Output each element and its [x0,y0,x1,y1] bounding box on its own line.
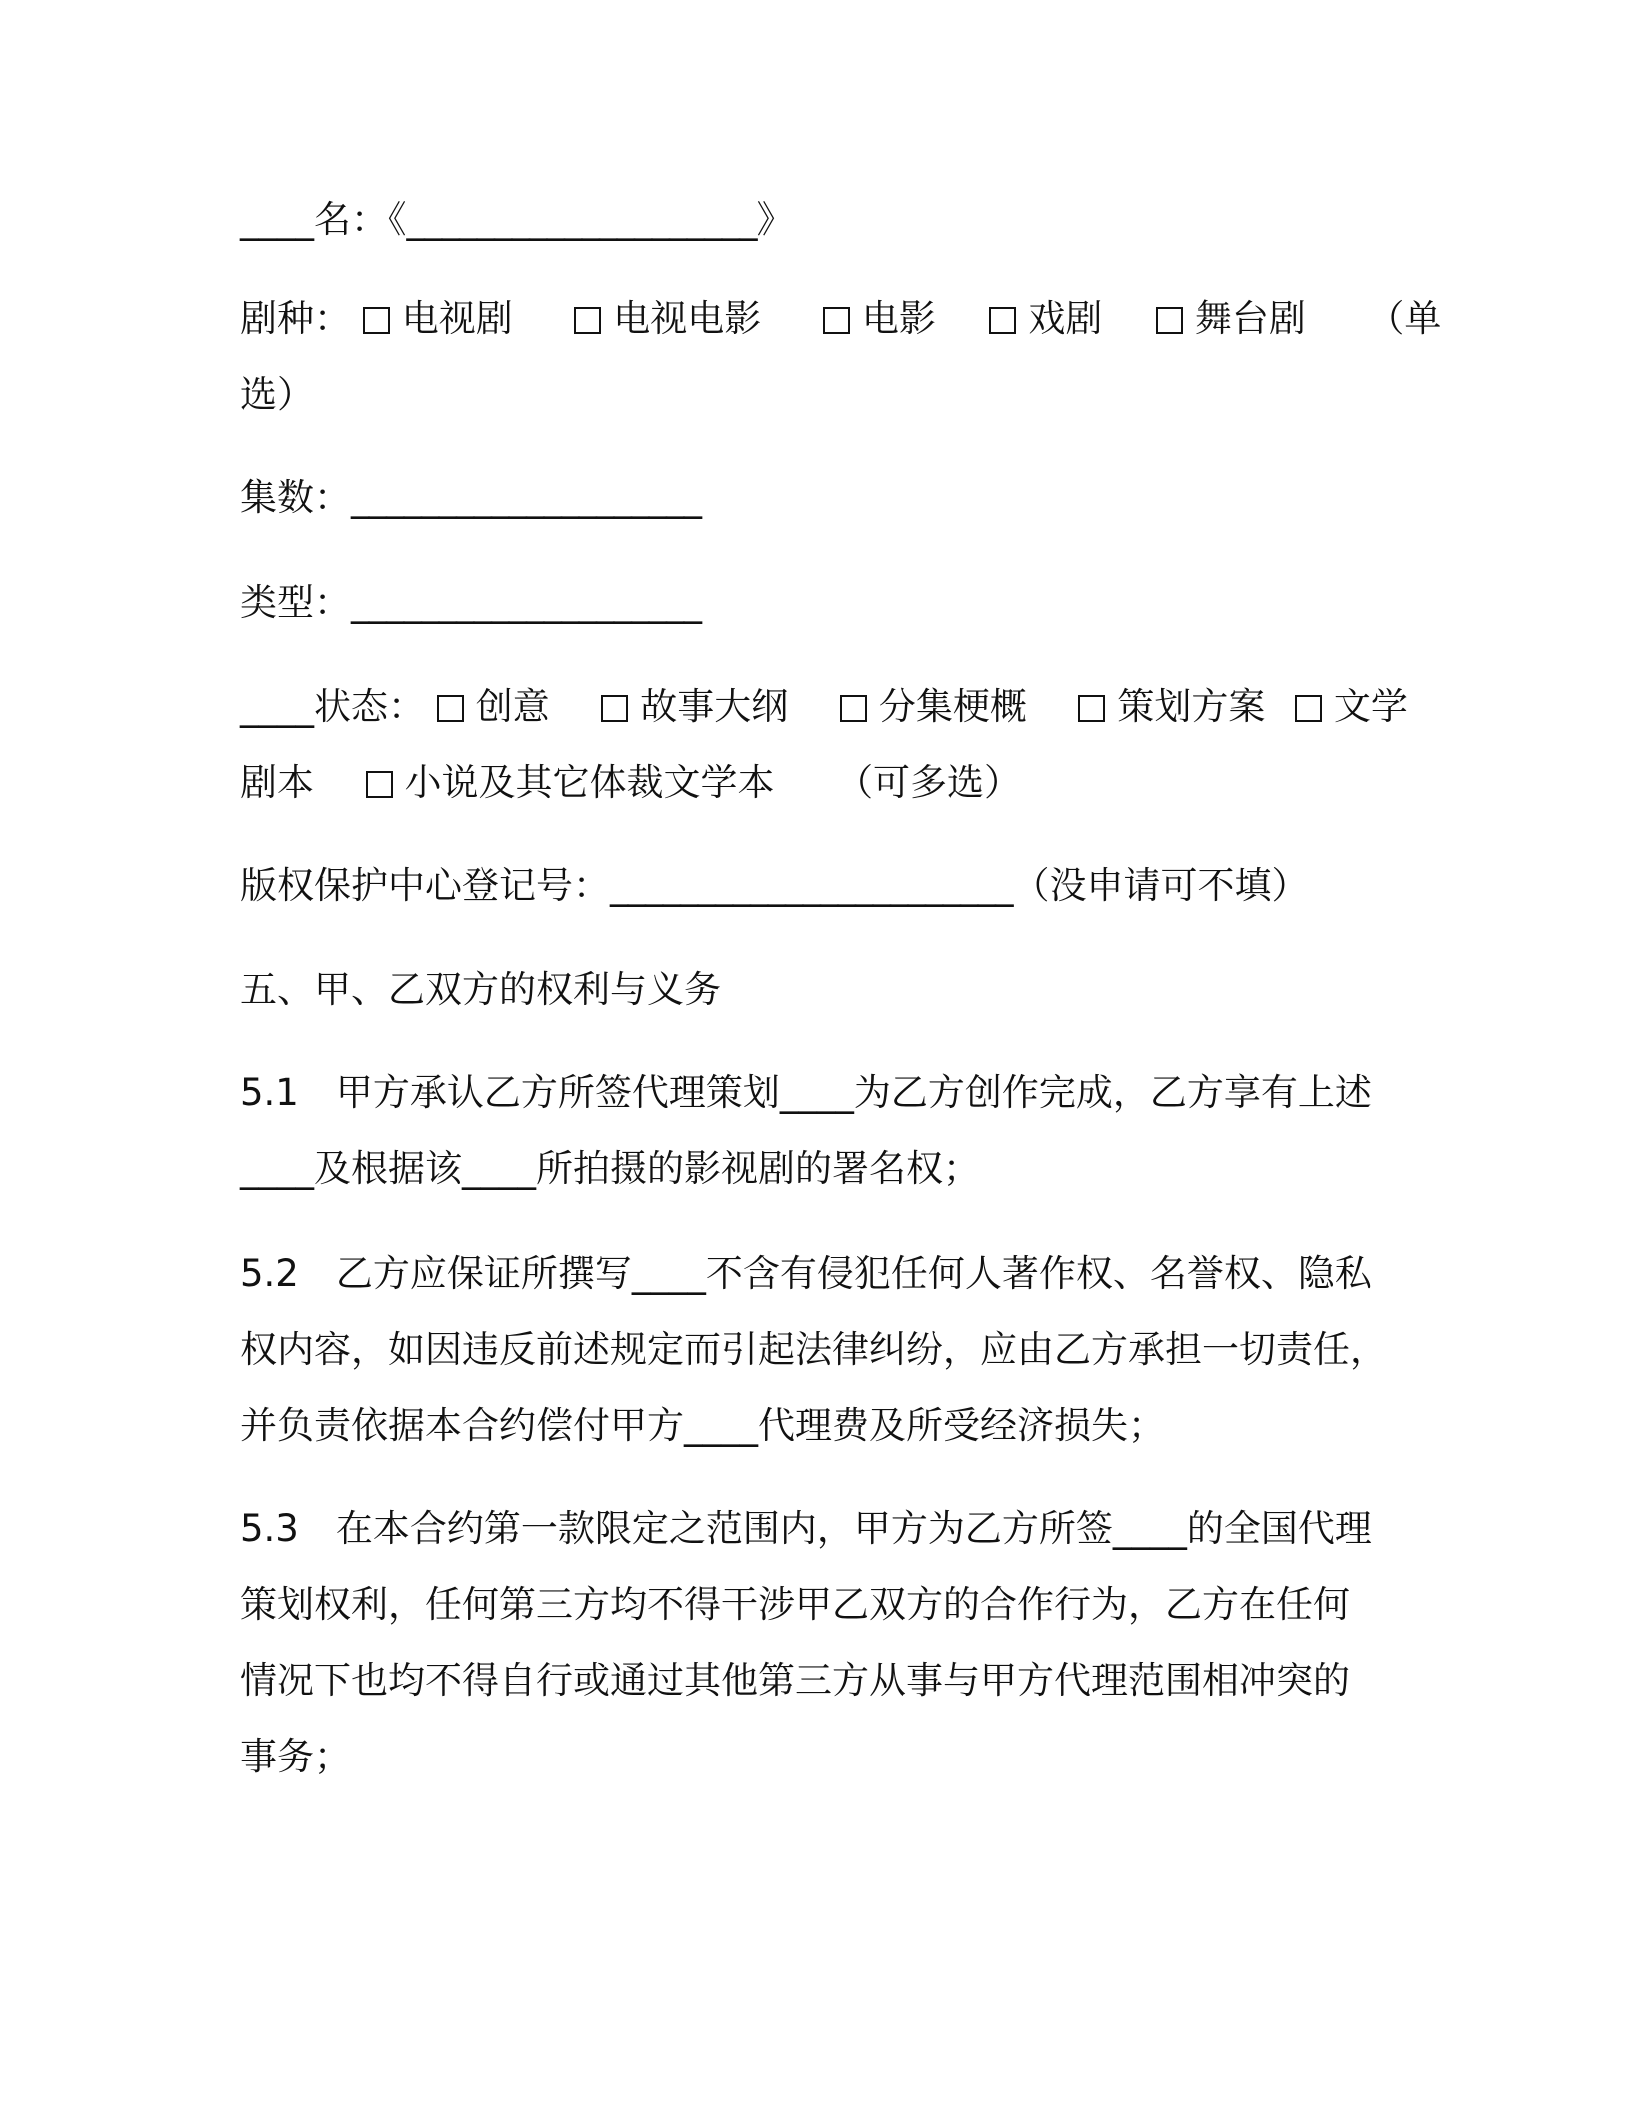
checkbox-icon[interactable] [823,307,850,334]
checkbox-icon[interactable] [366,771,393,798]
section-heading: 五、甲、乙双方的权利与义务 [240,968,721,1011]
genre-note-continued: 选） [240,373,314,416]
genre-option-tv-series[interactable]: 电视剧 [363,296,513,342]
clause-5-2-line-3: 并负责依据本合约偿付甲方____代理费及所受经济损失； [240,1404,1165,1447]
genre-note: （单 [1367,297,1442,340]
type-label: 类型： [240,581,351,624]
episodes-label: 集数： [240,476,351,519]
clause-5-1-line-2: ____及根据该____所拍摄的影视剧的署名权； [240,1147,980,1190]
status-option-script-continued: 剧本 [240,761,314,804]
genre-line [240,296,1441,342]
status-note: （可多选） [836,761,1022,804]
status-option-episode-synopsis[interactable]: 分集梗概 [840,684,1027,730]
status-option-outline[interactable]: 故事大纲 [601,684,788,730]
clause-5-3-line-1: 5.3 在本合约第一款限定之范围内，甲方为乙方所签____的全国代理 [240,1507,1372,1550]
genre-option-stage[interactable]: 舞台剧 [1156,296,1306,342]
status-option-script[interactable]: 文学 [1295,684,1408,730]
status-option-plan[interactable]: 策划方案 [1078,684,1265,730]
title-line [240,197,794,243]
checkbox-icon[interactable] [840,695,867,722]
genre-label: 剧种： [240,297,351,340]
clause-5-3-line-4: 事务； [240,1735,351,1778]
checkbox-icon[interactable] [601,695,628,722]
clause-5-3-line-2: 策划权利，任何第三方均不得干涉甲乙双方的合作行为，乙方在任何 [240,1583,1350,1626]
registration-label: 版权保护中心登记号： [240,864,610,907]
checkbox-icon[interactable] [989,307,1016,334]
status-option-novel[interactable]: 小说及其它体裁文学本 [366,760,775,806]
registration-line [240,863,1309,909]
checkbox-icon[interactable] [363,307,390,334]
episodes-line [240,475,701,521]
clause-5-1-line-1: 5.1 甲方承认乙方所签代理策划____为乙方创作完成，乙方享有上述 [240,1071,1372,1114]
title-prefix: ____名：《 [240,198,407,241]
type-blank[interactable]: ____________________ [351,581,701,624]
checkbox-icon[interactable] [1078,695,1105,722]
clause-5-2-line-2: 权内容，如因违反前述规定而引起法律纠纷，应由乙方承担一切责任， [240,1328,1387,1371]
type-line [240,580,701,626]
checkbox-icon[interactable] [574,307,601,334]
genre-option-film[interactable]: 电影 [823,296,936,342]
checkbox-icon[interactable] [1156,307,1183,334]
genre-option-drama[interactable]: 戏剧 [989,296,1102,342]
status-label: ____状态： [240,685,425,728]
registration-note: （没申请可不填） [1012,864,1309,907]
checkbox-icon[interactable] [1295,695,1322,722]
clause-5-2-line-1: 5.2 乙方应保证所撰写____不含有侵犯任何人著作权、名誉权、隐私 [240,1252,1372,1295]
episodes-blank[interactable]: ____________________ [351,476,701,519]
status-line-continued [240,760,1021,806]
document-page [240,0,1442,2112]
clause-5-3-line-3: 情况下也均不得自行或通过其他第三方从事与甲方代理范围相冲突的 [240,1659,1350,1702]
registration-blank[interactable]: _______________________ [610,864,1013,907]
status-line [240,684,1408,730]
status-option-idea[interactable]: 创意 [437,684,550,730]
checkbox-icon[interactable] [437,695,464,722]
title-blank[interactable]: ____________________ [406,198,757,241]
title-suffix: 》 [756,198,794,241]
genre-option-tv-movie[interactable]: 电视电影 [574,296,761,342]
